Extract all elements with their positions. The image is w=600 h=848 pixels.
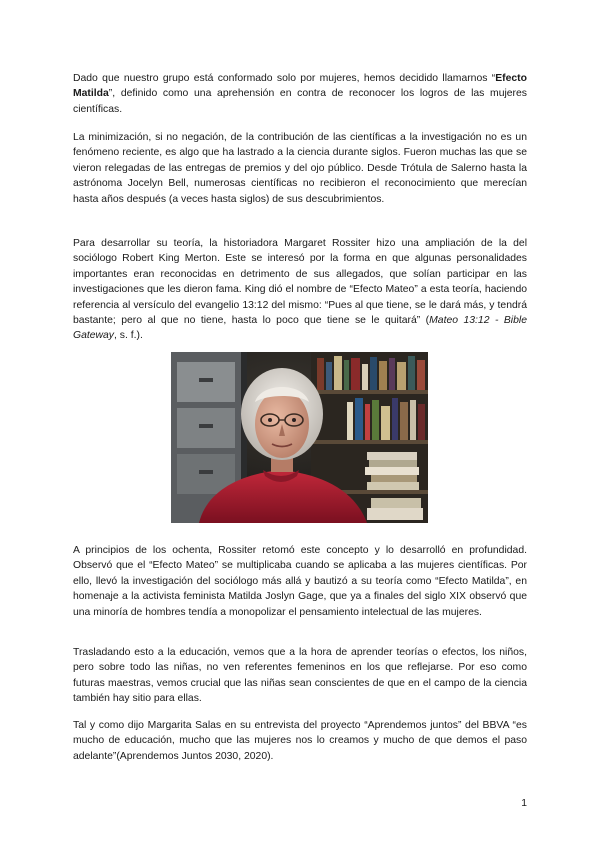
p1-text-a: Dado que nuestro grupo está conformado solo por mujeres, hemos decidido llamarnos “: [73, 73, 496, 84]
p3-text-c: , s. f.).: [114, 330, 143, 342]
p3-text-a: Para desarrollar su teoría, la historiadora Margaret Rossiter hizo una ampliación de la del sociólogo Robert King Merton. Este se interesó por la forma en que algunas personalidades importantes eran reconocidas en detrimento de sus allegados, que solían participar en las investigaciones que les dieron fama. King dió el nombre de “Efecto Mateo” a esta teoría, haciendo referencia al versículo del evangelio 13:12 del mismo: “Pues al que tiene, se le dará más, y tendrá bastante; pero al que no tiene, hasta lo poco que tiene se le quitará” (: [73, 238, 527, 327]
p1-bold-term: Efecto Matilda: [73, 73, 527, 100]
page-number: 1: [521, 798, 527, 809]
paragraph-minimization: La minimización, si no negación, de la contribución de las científicas a la investigación no es un fenómeno reciente, es algo que ha lastrado a la ciencia durante siglos. Fueron muchas las que se vieron relegadas de las entregas de premios y del ojo público. Desde Trótula de Salerno hasta la astrónoma Jocelyn Bell, numerosas científicas no recibieron el reconocimiento que merecían hasta años después (a veces hasta siglos) de sus descubrimientos.: [73, 132, 527, 205]
p1-text-c: ”, definido como una aprehensión en contra de reconocer los logros de las mujeres científicas.: [73, 88, 527, 115]
paragraph-efecto-matilda-intro: [73, 71, 527, 117]
paragraph-education: Trasladando esto a la educación, vemos que a la hora de aprender teorías o efectos, los niños, pero sobre todo las niñas, no ven referentes femeninos en los que reflejarse. Por eso como futuras maestras, vemos crucial que las niñas sean conscientes de que en el campo de la ciencia también hay sitio para ellas.: [73, 647, 527, 705]
portrait-illustration: [171, 352, 428, 523]
portrait-photo: [171, 352, 428, 523]
paragraph-margarita-salas-quote: Tal y como dijo Margarita Salas en su entrevista del proyecto “Aprendemos juntos” del BBVA “es mucho de educación, mucho que las mujeres nos lo creamos y mucho de que demos el paso adelante”(Aprendemos Juntos 2030, 2020).: [73, 720, 527, 762]
p3-citation-italic: Mateo 13:12 - Bible Gateway: [73, 315, 527, 342]
paragraph-rossiter-theory: [73, 236, 527, 344]
paragraph-rossiter-development: A principios de los ochenta, Rossiter retomó este concepto y lo desarrolló en profundidad. Observó que el “Efecto Mateo” se multiplicaba cuando se aplicaba a las mujeres científicas. Por ello, llevó la investigación del sociólogo más allá y bautizó a su teoría como “Efecto Matilda”, en homenaje a la activista feminista Matilda Joslyn Gage, que ya a finales del siglo XIX observó que una minoría de hombres tendía a monopolizar el pensamiento intelectual de las mujeres.: [73, 545, 527, 618]
